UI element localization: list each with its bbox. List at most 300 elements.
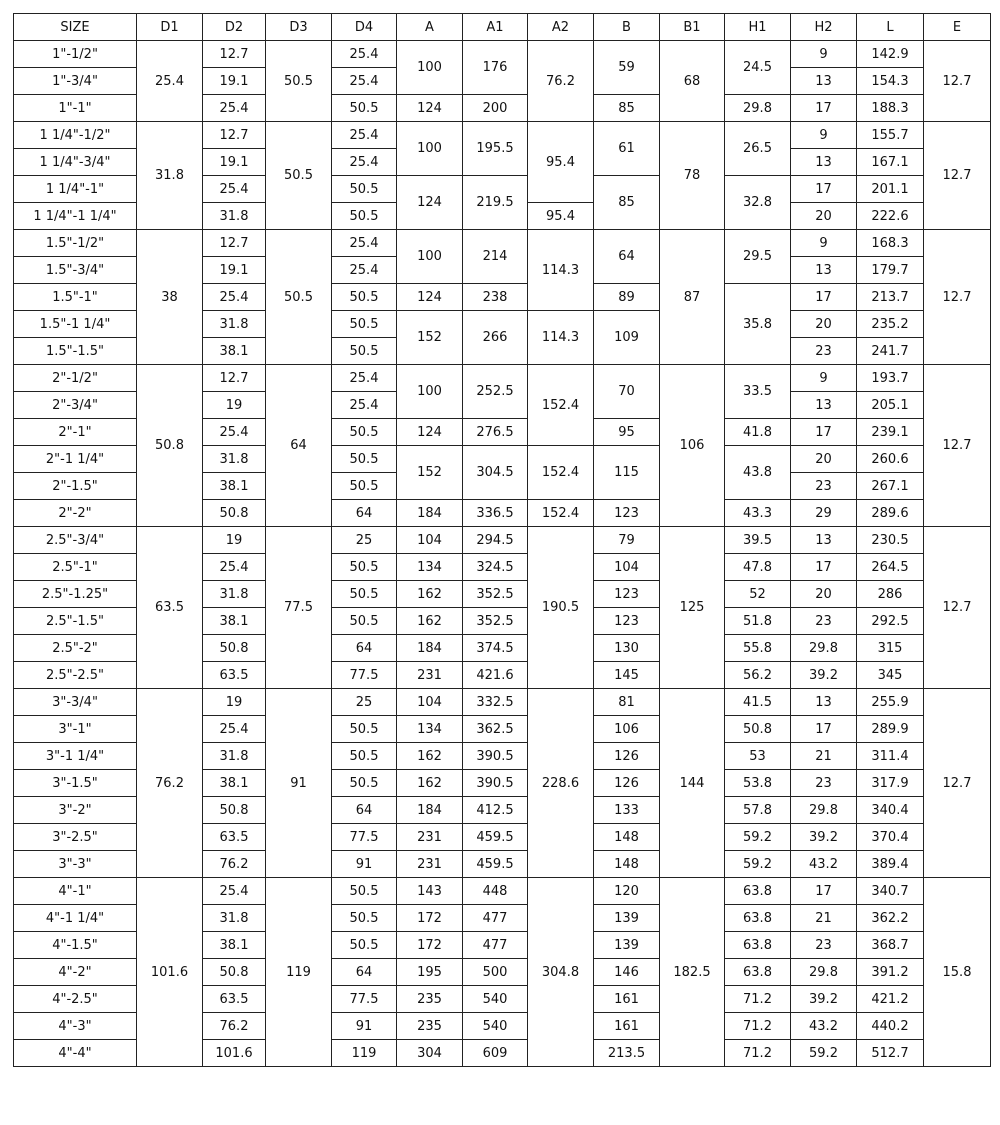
table-cell: 43.8 — [725, 446, 791, 500]
table-cell: 390.5 — [463, 770, 528, 797]
table-cell: 106 — [594, 716, 660, 743]
table-cell: 352.5 — [463, 608, 528, 635]
table-cell: 4"-4" — [14, 1040, 137, 1067]
table-cell: 3"-1" — [14, 716, 137, 743]
table-cell: 31.8 — [137, 122, 203, 230]
table-cell: 1.5"-1 1/4" — [14, 311, 137, 338]
table-cell: 12.7 — [203, 41, 266, 68]
column-header: D3 — [266, 14, 332, 41]
table-cell: 193.7 — [857, 365, 924, 392]
table-cell: 123 — [594, 608, 660, 635]
table-cell: 50.5 — [332, 338, 397, 365]
column-header: A — [397, 14, 463, 41]
table-cell: 50.5 — [332, 473, 397, 500]
table-cell: 29 — [791, 500, 857, 527]
table-cell: 50.5 — [332, 176, 397, 203]
table-cell: 17 — [791, 176, 857, 203]
table-cell: 25.4 — [332, 230, 397, 257]
table-cell: 477 — [463, 932, 528, 959]
table-cell: 29.8 — [725, 95, 791, 122]
table-cell: 123 — [594, 581, 660, 608]
table-cell: 512.7 — [857, 1040, 924, 1067]
table-cell: 19 — [203, 689, 266, 716]
table-cell: 448 — [463, 878, 528, 905]
table-cell: 315 — [857, 635, 924, 662]
table-cell: 64 — [266, 365, 332, 527]
table-cell: 91 — [266, 689, 332, 878]
table-cell: 2"-3/4" — [14, 392, 137, 419]
table-cell: 143 — [397, 878, 463, 905]
table-cell: 15.8 — [924, 878, 991, 1067]
table-cell: 162 — [397, 608, 463, 635]
table-cell: 43.2 — [791, 851, 857, 878]
table-cell: 17 — [791, 419, 857, 446]
table-cell: 176 — [463, 41, 528, 95]
table-cell: 2.5"-2" — [14, 635, 137, 662]
table-cell: 179.7 — [857, 257, 924, 284]
table-cell: 231 — [397, 662, 463, 689]
table-cell: 50.5 — [332, 581, 397, 608]
table-cell: 477 — [463, 905, 528, 932]
table-cell: 12.7 — [203, 365, 266, 392]
table-cell: 50.8 — [725, 716, 791, 743]
table-cell: 205.1 — [857, 392, 924, 419]
table-cell: 184 — [397, 500, 463, 527]
table-cell: 184 — [397, 797, 463, 824]
table-cell: 68 — [660, 41, 725, 122]
table-body — [14, 41, 991, 1067]
table-cell: 20 — [791, 203, 857, 230]
table-cell: 370.4 — [857, 824, 924, 851]
table-cell: 459.5 — [463, 824, 528, 851]
table-cell: 76.2 — [137, 689, 203, 878]
table-cell: 1"-3/4" — [14, 68, 137, 95]
table-cell: 77.5 — [266, 527, 332, 689]
table-cell: 76.2 — [203, 851, 266, 878]
table-cell: 230.5 — [857, 527, 924, 554]
dimension-table — [13, 13, 991, 1067]
table-cell: 213.5 — [594, 1040, 660, 1067]
table-cell: 4"-2" — [14, 959, 137, 986]
table-cell: 195.5 — [463, 122, 528, 176]
table-cell: 85 — [594, 95, 660, 122]
table-cell: 4"-1.5" — [14, 932, 137, 959]
table-cell: 81 — [594, 689, 660, 716]
table-cell: 77.5 — [332, 986, 397, 1013]
table-cell: 2"-1 1/4" — [14, 446, 137, 473]
table-cell: 235 — [397, 1013, 463, 1040]
table-cell: 17 — [791, 554, 857, 581]
table-cell: 2.5"-3/4" — [14, 527, 137, 554]
table-cell: 63.5 — [137, 527, 203, 689]
table-cell: 4"-1" — [14, 878, 137, 905]
table-row — [14, 230, 991, 257]
table-cell: 139 — [594, 932, 660, 959]
table-cell: 152 — [397, 446, 463, 500]
table-cell: 146 — [594, 959, 660, 986]
column-header: L — [857, 14, 924, 41]
table-cell: 213.7 — [857, 284, 924, 311]
table-cell: 368.7 — [857, 932, 924, 959]
table-cell: 340.7 — [857, 878, 924, 905]
table-cell: 421.2 — [857, 986, 924, 1013]
table-cell: 12.7 — [924, 527, 991, 689]
table-cell: 304.5 — [463, 446, 528, 500]
table-cell: 77.5 — [332, 662, 397, 689]
table-cell: 540 — [463, 1013, 528, 1040]
table-cell: 23 — [791, 770, 857, 797]
table-cell: 61 — [594, 122, 660, 176]
table-cell: 29.8 — [791, 635, 857, 662]
table-cell: 32.8 — [725, 176, 791, 230]
table-cell: 53 — [725, 743, 791, 770]
table-cell: 161 — [594, 1013, 660, 1040]
table-cell: 4"-1 1/4" — [14, 905, 137, 932]
table-cell: 25.4 — [203, 95, 266, 122]
table-cell: 50.5 — [332, 446, 397, 473]
table-cell: 25.4 — [203, 284, 266, 311]
table-cell: 71.2 — [725, 1013, 791, 1040]
table-cell: 286 — [857, 581, 924, 608]
table-cell: 50.5 — [332, 284, 397, 311]
table-cell: 264.5 — [857, 554, 924, 581]
table-cell: 23 — [791, 338, 857, 365]
table-cell: 1.5"-3/4" — [14, 257, 137, 284]
table-row — [14, 527, 991, 554]
table-cell: 63.8 — [725, 932, 791, 959]
table-cell: 9 — [791, 230, 857, 257]
table-cell: 148 — [594, 851, 660, 878]
table-cell: 12.7 — [924, 41, 991, 122]
table-cell: 115 — [594, 446, 660, 500]
table-cell: 50.5 — [332, 608, 397, 635]
table-cell: 50.5 — [266, 41, 332, 122]
table-cell: 50.8 — [137, 365, 203, 527]
table-cell: 29.5 — [725, 230, 791, 284]
table-cell: 50.8 — [203, 959, 266, 986]
table-cell: 79 — [594, 527, 660, 554]
table-cell: 59.2 — [791, 1040, 857, 1067]
table-cell: 1.5"-1" — [14, 284, 137, 311]
table-cell: 25.4 — [203, 716, 266, 743]
table-cell: 76.2 — [528, 41, 594, 122]
table-cell: 29.8 — [791, 797, 857, 824]
table-cell: 39.2 — [791, 824, 857, 851]
table-cell: 70 — [594, 365, 660, 419]
table-cell: 123 — [594, 500, 660, 527]
table-cell: 95.4 — [528, 122, 594, 203]
table-cell: 38.1 — [203, 473, 266, 500]
table-cell: 13 — [791, 689, 857, 716]
table-cell: 100 — [397, 230, 463, 284]
table-cell: 29.8 — [791, 959, 857, 986]
table-cell: 352.5 — [463, 581, 528, 608]
table-cell: 39.2 — [791, 986, 857, 1013]
table-cell: 172 — [397, 932, 463, 959]
table-cell: 78 — [660, 122, 725, 230]
table-cell: 21 — [791, 905, 857, 932]
table-cell: 50.5 — [266, 122, 332, 230]
table-cell: 12.7 — [924, 365, 991, 527]
table-cell: 3"-1.5" — [14, 770, 137, 797]
table-cell: 255.9 — [857, 689, 924, 716]
table-cell: 19 — [203, 527, 266, 554]
table-cell: 33.5 — [725, 365, 791, 419]
column-header: D2 — [203, 14, 266, 41]
table-cell: 182.5 — [660, 878, 725, 1067]
table-cell: 76.2 — [203, 1013, 266, 1040]
table-cell: 31.8 — [203, 581, 266, 608]
table-cell: 13 — [791, 68, 857, 95]
table-cell: 95 — [594, 419, 660, 446]
table-cell: 1"-1/2" — [14, 41, 137, 68]
table-cell: 20 — [791, 446, 857, 473]
table-cell: 23 — [791, 473, 857, 500]
table-cell: 52 — [725, 581, 791, 608]
table-cell: 17 — [791, 878, 857, 905]
column-header: D4 — [332, 14, 397, 41]
table-row — [14, 365, 991, 392]
table-cell: 201.1 — [857, 176, 924, 203]
table-cell: 38 — [137, 230, 203, 365]
table-cell: 133 — [594, 797, 660, 824]
table-cell: 162 — [397, 770, 463, 797]
table-cell: 109 — [594, 311, 660, 365]
table-cell: 25 — [332, 527, 397, 554]
table-cell: 63.8 — [725, 959, 791, 986]
column-header: D1 — [137, 14, 203, 41]
column-header: A1 — [463, 14, 528, 41]
table-cell: 336.5 — [463, 500, 528, 527]
table-cell: 25.4 — [203, 176, 266, 203]
table-cell: 50.5 — [332, 932, 397, 959]
table-cell: 168.3 — [857, 230, 924, 257]
table-cell: 238 — [463, 284, 528, 311]
table-cell: 252.5 — [463, 365, 528, 419]
table-cell: 317.9 — [857, 770, 924, 797]
table-cell: 391.2 — [857, 959, 924, 986]
table-cell: 1 1/4"-3/4" — [14, 149, 137, 176]
table-cell: 19 — [203, 392, 266, 419]
table-cell: 31.8 — [203, 311, 266, 338]
table-cell: 43.2 — [791, 1013, 857, 1040]
table-cell: 57.8 — [725, 797, 791, 824]
table-cell: 144 — [660, 689, 725, 878]
table-cell: 25 — [332, 689, 397, 716]
table-cell: 25.4 — [332, 392, 397, 419]
table-cell: 19.1 — [203, 149, 266, 176]
table-cell: 104 — [594, 554, 660, 581]
table-cell: 324.5 — [463, 554, 528, 581]
table-cell: 1"-1" — [14, 95, 137, 122]
table-cell: 260.6 — [857, 446, 924, 473]
table-cell: 71.2 — [725, 986, 791, 1013]
table-cell: 31.8 — [203, 743, 266, 770]
table-cell: 12.7 — [924, 122, 991, 230]
table-cell: 139 — [594, 905, 660, 932]
table-cell: 23 — [791, 608, 857, 635]
table-cell: 25.4 — [332, 257, 397, 284]
table-cell: 39.2 — [791, 662, 857, 689]
table-cell: 311.4 — [857, 743, 924, 770]
table-cell: 56.2 — [725, 662, 791, 689]
table-cell: 38.1 — [203, 932, 266, 959]
table-header — [14, 14, 991, 41]
table-cell: 38.1 — [203, 770, 266, 797]
table-cell: 124 — [397, 176, 463, 230]
table-cell: 95.4 — [528, 203, 594, 230]
table-cell: 25.4 — [332, 122, 397, 149]
table-cell: 50.5 — [332, 905, 397, 932]
table-cell: 12.7 — [203, 122, 266, 149]
table-cell: 100 — [397, 365, 463, 419]
table-cell: 292.5 — [857, 608, 924, 635]
table-cell: 55.8 — [725, 635, 791, 662]
table-cell: 124 — [397, 95, 463, 122]
table-cell: 152.4 — [528, 446, 594, 500]
table-cell: 289.6 — [857, 500, 924, 527]
table-cell: 3"-3/4" — [14, 689, 137, 716]
table-cell: 25.4 — [203, 419, 266, 446]
table-cell: 2"-1.5" — [14, 473, 137, 500]
table-cell: 345 — [857, 662, 924, 689]
table-cell: 104 — [397, 689, 463, 716]
table-cell: 85 — [594, 176, 660, 230]
table-cell: 1.5"-1.5" — [14, 338, 137, 365]
table-cell: 24.5 — [725, 41, 791, 95]
table-cell: 35.8 — [725, 284, 791, 365]
table-cell: 421.6 — [463, 662, 528, 689]
column-header: H1 — [725, 14, 791, 41]
table-cell: 231 — [397, 851, 463, 878]
table-cell: 155.7 — [857, 122, 924, 149]
table-cell: 289.9 — [857, 716, 924, 743]
table-cell: 231 — [397, 824, 463, 851]
table-cell: 2"-1" — [14, 419, 137, 446]
table-cell: 120 — [594, 878, 660, 905]
table-cell: 241.7 — [857, 338, 924, 365]
table-cell: 25.4 — [203, 554, 266, 581]
table-cell: 304 — [397, 1040, 463, 1067]
table-cell: 50.8 — [203, 500, 266, 527]
table-cell: 235 — [397, 986, 463, 1013]
table-cell: 152.4 — [528, 500, 594, 527]
table-cell: 276.5 — [463, 419, 528, 446]
table-cell: 214 — [463, 230, 528, 284]
table-cell: 114.3 — [528, 230, 594, 311]
table-cell: 41.5 — [725, 689, 791, 716]
table-cell: 50.5 — [332, 770, 397, 797]
table-cell: 19.1 — [203, 68, 266, 95]
table-cell: 50.5 — [332, 419, 397, 446]
table-cell: 50.8 — [203, 797, 266, 824]
table-cell: 17 — [791, 95, 857, 122]
table-cell: 25.4 — [332, 41, 397, 68]
table-cell: 25.4 — [332, 68, 397, 95]
table-cell: 609 — [463, 1040, 528, 1067]
table-cell: 63.5 — [203, 824, 266, 851]
table-cell: 162 — [397, 743, 463, 770]
table-cell: 4"-3" — [14, 1013, 137, 1040]
table-cell: 63.5 — [203, 986, 266, 1013]
table-cell: 104 — [397, 527, 463, 554]
table-cell: 294.5 — [463, 527, 528, 554]
column-header: E — [924, 14, 991, 41]
table-cell: 124 — [397, 284, 463, 311]
table-cell: 63.8 — [725, 905, 791, 932]
table-cell: 17 — [791, 716, 857, 743]
table-cell: 190.5 — [528, 527, 594, 689]
table-cell: 130 — [594, 635, 660, 662]
table-cell: 106 — [660, 365, 725, 527]
table-cell: 50.5 — [332, 716, 397, 743]
table-cell: 91 — [332, 1013, 397, 1040]
table-cell: 124 — [397, 419, 463, 446]
table-cell: 100 — [397, 41, 463, 95]
table-cell: 374.5 — [463, 635, 528, 662]
table-cell: 167.1 — [857, 149, 924, 176]
table-cell: 63.5 — [203, 662, 266, 689]
table-cell: 148 — [594, 824, 660, 851]
table-cell: 1.5"-1/2" — [14, 230, 137, 257]
table-cell: 126 — [594, 770, 660, 797]
table-cell: 101.6 — [203, 1040, 266, 1067]
table-cell: 25.4 — [203, 878, 266, 905]
table-cell: 390.5 — [463, 743, 528, 770]
table-cell: 219.5 — [463, 176, 528, 230]
table-cell: 89 — [594, 284, 660, 311]
table-cell: 26.5 — [725, 122, 791, 176]
table-row — [14, 878, 991, 905]
table-cell: 228.6 — [528, 689, 594, 878]
table-cell: 152.4 — [528, 365, 594, 446]
table-cell: 119 — [266, 878, 332, 1067]
table-cell: 1 1/4"-1 1/4" — [14, 203, 137, 230]
table-cell: 195 — [397, 959, 463, 986]
table-cell: 162 — [397, 581, 463, 608]
table-cell: 134 — [397, 716, 463, 743]
table-cell: 31.8 — [203, 446, 266, 473]
table-cell: 125 — [660, 527, 725, 689]
table-cell: 59 — [594, 41, 660, 95]
table-cell: 50.5 — [332, 878, 397, 905]
table-cell: 267.1 — [857, 473, 924, 500]
table-cell: 50.5 — [332, 203, 397, 230]
table-cell: 13 — [791, 392, 857, 419]
table-cell: 389.4 — [857, 851, 924, 878]
table-cell: 38.1 — [203, 338, 266, 365]
table-cell: 53.8 — [725, 770, 791, 797]
table-cell: 200 — [463, 95, 528, 122]
table-cell: 304.8 — [528, 878, 594, 1067]
table-cell: 340.4 — [857, 797, 924, 824]
table-cell: 145 — [594, 662, 660, 689]
table-cell: 500 — [463, 959, 528, 986]
table-cell: 64 — [332, 959, 397, 986]
table-cell: 188.3 — [857, 95, 924, 122]
table-cell: 101.6 — [137, 878, 203, 1067]
column-header: A2 — [528, 14, 594, 41]
table-row — [14, 689, 991, 716]
table-cell: 31.8 — [203, 203, 266, 230]
table-cell: 2"-2" — [14, 500, 137, 527]
table-cell: 459.5 — [463, 851, 528, 878]
table-cell: 50.5 — [332, 743, 397, 770]
table-cell: 12.7 — [203, 230, 266, 257]
table-cell: 134 — [397, 554, 463, 581]
table-cell: 239.1 — [857, 419, 924, 446]
table-cell: 152 — [397, 311, 463, 365]
